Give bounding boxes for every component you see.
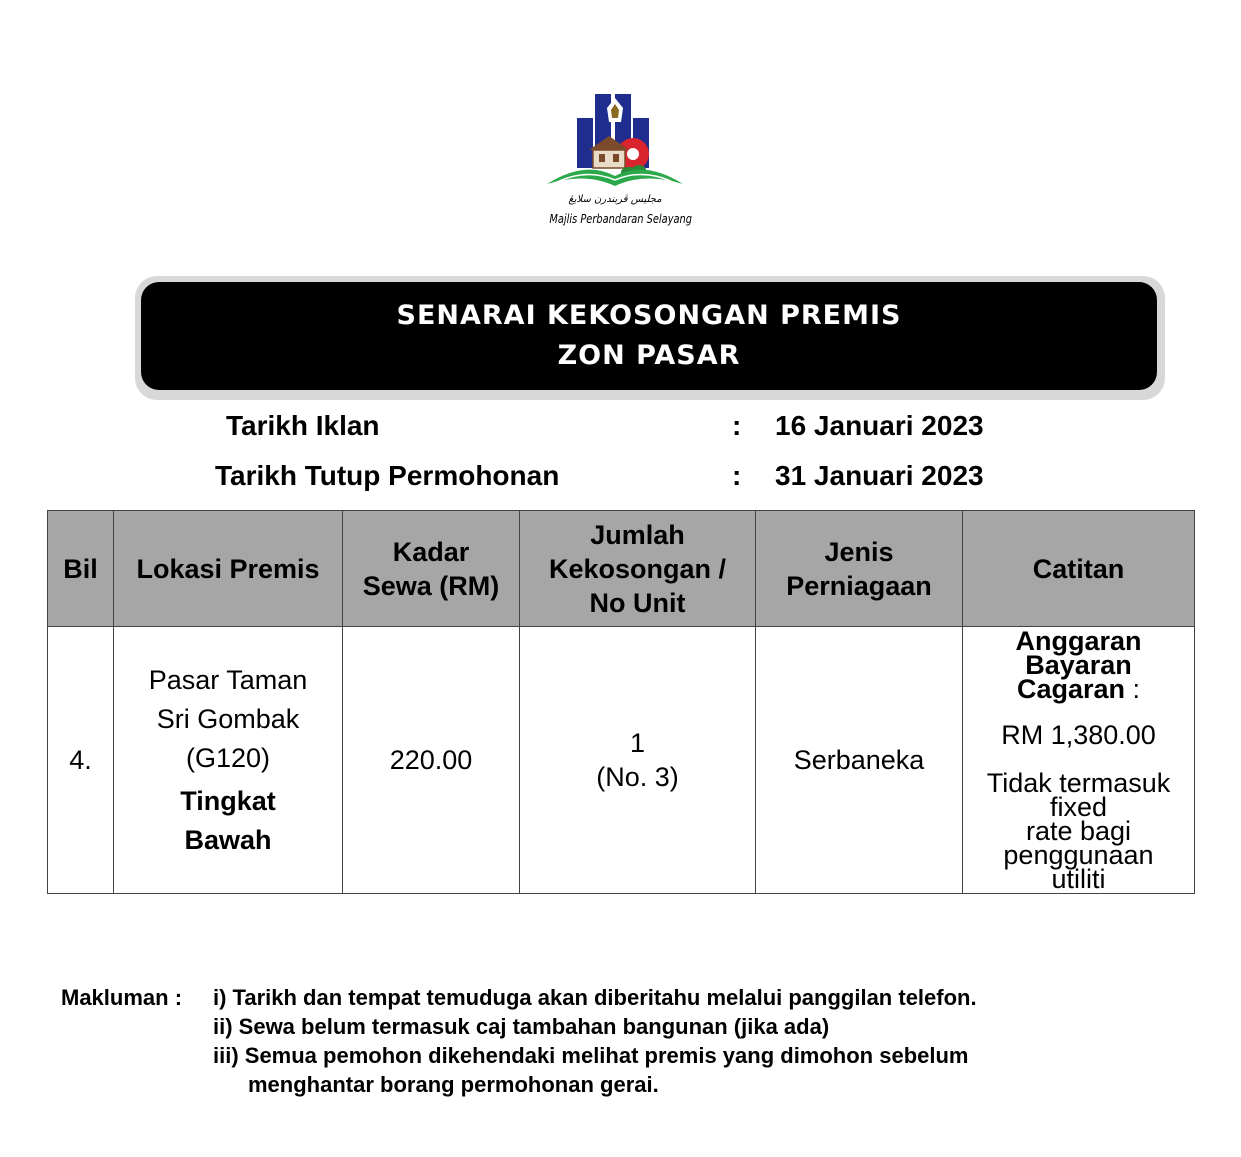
lokasi-floor-line2: Bawah	[184, 824, 272, 855]
note-item-3-continued: menghantar borang permohonan gerai.	[248, 1072, 659, 1097]
advert-date-colon: :	[732, 410, 742, 441]
header-kadar-line1: Kadar	[392, 536, 470, 567]
banner-title: SENARAI KEKOSONGAN PREMIS	[396, 300, 902, 331]
lokasi-line3: (G120)	[185, 742, 271, 773]
note-item-1: i) Tarikh dan tempat temuduga akan diberitahu melalui panggilan telefon.	[213, 985, 977, 1010]
header-jumlah-line3: No Unit	[589, 587, 686, 618]
catitan-title-line1: Anggaran Bayaran	[1015, 626, 1142, 680]
jumlah-count: 1	[629, 728, 646, 758]
banner-subtitle: ZON PASAR	[557, 340, 741, 371]
cell-catitan	[963, 627, 1195, 894]
title-banner	[141, 282, 1157, 390]
lokasi-line1: Pasar Taman	[148, 664, 308, 695]
catitan-note-line3: utiliti	[1051, 864, 1106, 894]
advert-date-value: 16 Januari 2023	[775, 410, 984, 441]
header-jenis-line1: Jenis	[824, 536, 894, 567]
table-row	[48, 627, 1195, 894]
cell-jumlah	[520, 627, 756, 894]
catitan-title-line2: Cagaran	[1016, 674, 1126, 704]
header-catitan-text: Catitan	[1032, 553, 1125, 584]
header-kadar	[343, 511, 520, 627]
header-bil	[48, 511, 114, 627]
header-jumlah	[520, 511, 756, 627]
jumlah-unit: (No. 3)	[596, 762, 679, 792]
notes-label: Makluman :	[61, 985, 183, 1010]
advert-date-label: Tarikh Iklan	[226, 410, 380, 441]
header-bil-text: Bil	[63, 553, 98, 584]
header-jenis	[756, 511, 963, 627]
closing-date-label: Tarikh Tutup Permohonan	[215, 460, 560, 491]
catitan-note-line2: rate bagi penggunaan	[1003, 816, 1154, 870]
logo-jawi-text: مجليس ڤربندرن سلايڠ	[568, 194, 662, 205]
cell-bil: 4.	[48, 627, 114, 894]
header-jenis-line2: Perniagaan	[786, 570, 932, 601]
header-jumlah-line2: Kekosongan /	[548, 553, 727, 584]
catitan-colon: :	[1125, 674, 1141, 704]
cell-kadar: 220.00	[343, 627, 520, 894]
council-logo	[535, 88, 695, 233]
council-emblem-icon	[535, 88, 695, 192]
closing-date-colon: :	[732, 460, 742, 491]
cell-lokasi	[114, 627, 343, 894]
catitan-amount: RM 1,380.00	[1001, 720, 1156, 750]
header-jumlah-line1: Jumlah	[590, 519, 685, 550]
header-kadar-line2: Sewa (RM)	[362, 570, 500, 601]
catitan-note-line1: Tidak termasuk fixed	[986, 768, 1171, 822]
logo-council-name: Majlis Perbandaran Selayang	[549, 212, 693, 226]
lokasi-line2: Sri Gombak	[156, 703, 300, 734]
lokasi-floor-line1: Tingkat	[180, 785, 276, 816]
table-header-row	[48, 511, 1195, 627]
cell-jenis: Serbaneka	[756, 627, 963, 894]
note-item-3: iii) Semua pemohon dikehendaki melihat premis yang dimohon sebelum	[213, 1043, 969, 1068]
note-item-2: ii) Sewa belum termasuk caj tambahan bangunan (jika ada)	[213, 1014, 830, 1039]
header-catitan	[963, 511, 1195, 627]
header-lokasi	[114, 511, 343, 627]
header-lokasi-text: Lokasi Premis	[136, 553, 320, 584]
vacancy-table	[47, 510, 1195, 894]
closing-date-value: 31 Januari 2023	[775, 460, 984, 491]
